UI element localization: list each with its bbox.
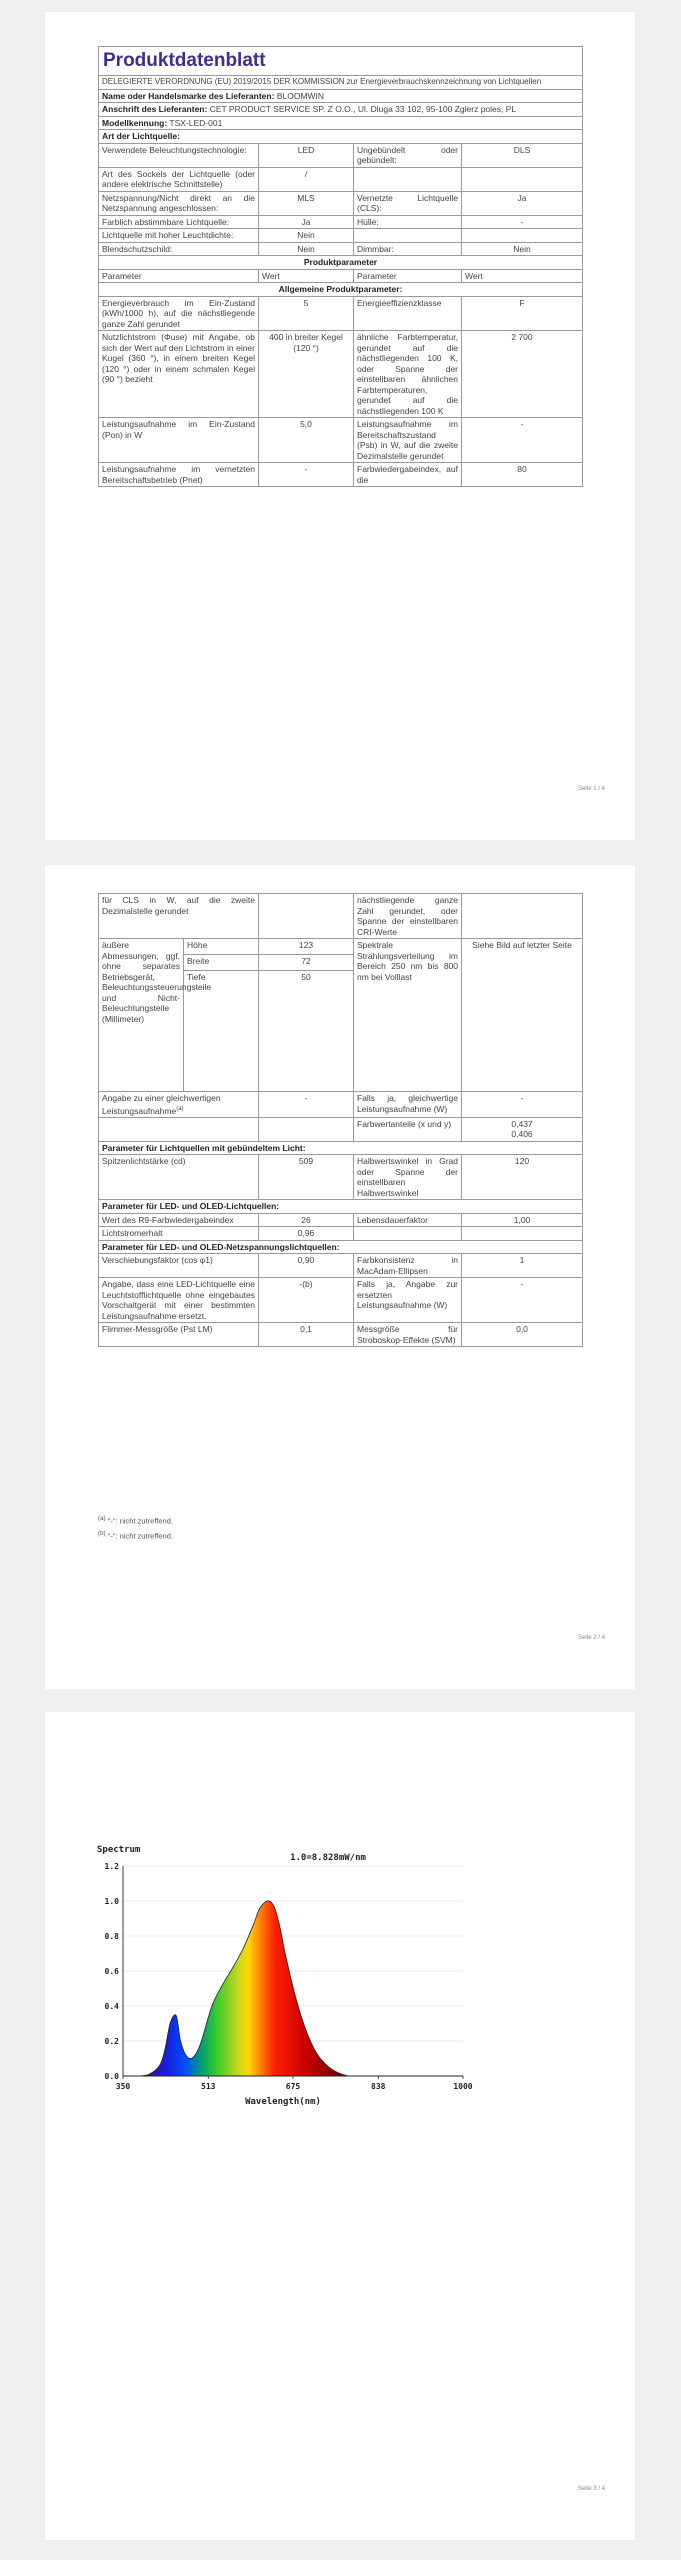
supplier-address: CET PRODUCT SERVICE SP. Z O.O., Ul. Dluga 33 102, 95-100 Zgierz poles, PL [209, 104, 517, 114]
supplier-address-label: Anschrift des Lieferanten: [102, 104, 208, 114]
page-2 [45, 865, 635, 1689]
x-tick-label: 675 [285, 2082, 301, 2091]
dimensions-label: äußere Abmessungen, ggf. ohne separates Betriebsgerät, Beleuchtungssteuerungsteile und Nicht-Beleuchtungsteile (Millimeter) [99, 939, 184, 1092]
table-row: Leistungsaufnahme im vernetzten Bereitschaftsbetrieb (Pnet) - Farbwiedergabeindex, auf die 80 [99, 463, 583, 487]
table-row: Spitzenlichtstärke (cd) 509 Halbwertswinkel in Grad oder Spanne der einstellbaren Halbwertswinkel 120 [99, 1155, 583, 1200]
x-tick-label: 513 [201, 2082, 216, 2091]
table-row: Leistungsaufnahme im Ein-Zustand (Pon) in W 5,0 Leistungsaufnahme im Bereitschaftszustand (Psb) in W, auf die zweite Dezimalstelle gerundet - [99, 418, 583, 463]
page-number: Seite 2 / 4 [577, 1635, 605, 1641]
table-row: Art des Sockels der Lichtquelle (oder andere elektrische Schnittstelle) / [99, 167, 583, 191]
page-title: Produktdatenblatt [99, 47, 583, 76]
footnotes [98, 1513, 173, 1542]
y-tick-label: 0.0 [104, 2072, 119, 2081]
table-row: Lichtquelle mit hoher Leuchtdichte: Nein [99, 229, 583, 243]
y-tick-label: 0.8 [104, 1932, 119, 1941]
spectral-label: Spektrale Strahlungsverteilung im Bereich 250 nm bis 800 nm bei Volllast [354, 939, 462, 1092]
footnote-b: $^{(b)}$ "-": nicht zutreffend. [98, 1529, 173, 1540]
model-label: Modellkennung: [102, 117, 168, 128]
led-params-heading: Parameter für LED- und OLED-Lichtquellen: [99, 1200, 583, 1214]
x-tick-label: 350 [115, 2082, 131, 2091]
table-row: Flimmer-Messgröße (Pst LM) 0,1 Messgröße für Stroboskop-Effekte (SVM) 0,0 [99, 1323, 583, 1347]
product-params-heading: Produktparameter [99, 256, 583, 270]
y-tick-label: 0.6 [104, 1967, 119, 1976]
table-row: Farblich abstimmbare Lichtquelle: Ja Hülle: - [99, 215, 583, 229]
page-3 [45, 1712, 635, 2540]
param-header-row: Parameter Wert Parameter Wert [99, 269, 583, 283]
x-axis-label: Wavelength(nm) [245, 2097, 321, 2107]
x-tick-label: 838 [371, 2082, 386, 2091]
dls-params-heading: Parameter für Lichtquellen mit gebündeltem Licht: [99, 1141, 583, 1155]
supplier-name-label: Name oder Handelsmarke des Lieferanten: [102, 90, 275, 101]
table-row: Wert des R9-Farbwiedergabeindex 26 Lebensdauerfaktor 1,00 [99, 1213, 583, 1227]
page-number: Seite 3 / 4 [577, 2486, 605, 2492]
lightsource-type-label: Art der Lichtquelle: [99, 130, 583, 144]
table-row: Blendschutzschild: Nein Dimmbar: Nein [99, 242, 583, 256]
table-row: Netzspannung/Nicht direkt an die Netzspannung angeschlossen: MLS Vernetzte Lichtquelle (CLS): Ja [99, 191, 583, 215]
table-row: Angabe, dass eine LED-Lichtquelle eine Leuchtstofflichtquelle ohne eingebautes Vorschaltgerät mit einer bestimmten Leistungsaufnahme ersetzt. -(b) Falls ja, Angabe zur ersetzten Leistungsaufnahme (W) - [99, 1278, 583, 1323]
spectral-value: Siehe Bild auf letzter Seite [462, 939, 583, 1092]
page-number: Seite 1 / 4 [577, 786, 605, 792]
spectrum-chart [93, 1838, 523, 2108]
spectrum-area [139, 1901, 348, 2076]
table-row: für CLS in W, auf die zweite Dezimalstelle gerundet nächstliegende ganze Zahl gerundet, oder Spanne der einstellbaren CRI-Werte [99, 894, 583, 939]
regulation-text: DELEGIERTE VERORDNUNG (EU) 2019/2015 DER KOMMISSION zur Energieverbrauchskennzeichnung von Lichtquellen [99, 76, 583, 90]
x-tick-label: 1000 [453, 2082, 473, 2091]
datasheet-table-2: für CLS in W, auf die zweite Dezimalstelle gerundet nächstliegende ganze Zahl gerundet, oder Spanne der einstellbaren CRI-Werte äußere Abmessungen, ggf. ohne separates Betriebsgerät, Beleuchtungssteuerungsteile und Nicht-Beleuchtungsteile (Millimeter) Höhe 123 Spektrale Strahlungsverteilung im Bereich 250 nm bis 800 nm bei Volllast Siehe Bild auf letzter Seite Breite 72 Tiefe 50 Angabe zu einer gleichwertigen Leistungsaufnahme$^{(a)}$ - Falls ja, gleichwertige Leistungsaufnahme (W) - Farbwertanteile (x und y) 0,437 0,406 Parameter für Lichtquellen mit gebündeltem Licht: Spitzenlichtstärke (cd) 509 Halbwertswinkel in Grad oder Spanne der einstellbaren Halbwertswinkel 120 Parameter für LED- und OLED-Lichtquellen: Wert des R9-Farbwiedergabeindex 26 Lebensdauerfaktor 1,00 Lichtstromerhalt 0,96 Parameter für LED- und OLED-Netzspannungslichtquellen: Verschiebungsfaktor (cos φ1) 0,90 Farbkonsistenz in MacAdam-Ellipsen 1 Angabe, dass eine LED-Lichtquelle eine Leuchtstofflichtquelle ohne eingebautes Vorschaltgerät mit einer bestimmten Leistungsaufnahme ersetzt. -(b) Falls ja, Angabe zur ersetzten Leistungsaufnahme (W) - Flimmer-Messgröße (Pst LM) 0,1 Messgröße für Stroboskop-Effekte (SVM) 0,0 [98, 893, 583, 1347]
table-row: Lichtstromerhalt 0,96 [99, 1227, 583, 1241]
general-params-heading: Allgemeine Produktparameter: [99, 283, 583, 297]
dimensions-row: äußere Abmessungen, ggf. ohne separates Betriebsgerät, Beleuchtungssteuerungsteile und Nicht-Beleuchtungsteile (Millimeter) Höhe 123 Spektrale Strahlungsverteilung im Bereich 250 nm bis 800 nm bei Volllast Siehe Bild auf letzter Seite [99, 939, 583, 955]
y-tick-label: 1.2 [104, 1862, 119, 1871]
datasheet-table-1 [98, 46, 583, 487]
model-id: TSX-LED-001 [169, 117, 223, 128]
spectrum-chart-svg [93, 1838, 523, 2108]
y-tick-label: 1.0 [104, 1897, 119, 1906]
table-row: Energieverbrauch im Ein-Zustand (kWh/1000 h), auf die nächstliegende ganze Zahl gerundet 5 Energieeffizienzklasse F [99, 296, 583, 331]
table-row: Angabe zu einer gleichwertigen Leistungsaufnahme$^{(a)}$ - Falls ja, gleichwertige Leistungsaufnahme (W) - [99, 1092, 583, 1118]
table-row: Verwendete Beleuchtungstechnologie: LED Ungebündelt oder gebündelt: DLS [99, 143, 583, 167]
chart-title: 1.0=8.828mW/nm [290, 1853, 366, 1863]
y-axis-label: Spectrum [97, 1845, 141, 1855]
mains-params-heading: Parameter für LED- und OLED-Netzspannungslichtquellen: [99, 1240, 583, 1254]
table-row: Nutzlichtstrom (Φuse) mit Angabe, ob sich der Wert auf den Lichtstrom in einer Kugel (360 °), in einem breiten Kegel (120 °) oder in einem schmalen Kegel (90 °) bezieht 400 in breiter Kegel (120 °) ähnliche Farbtemperatur, gerundet auf die nächstliegenden 100 K, oder Spanne der einstellbaren ähnlichen Farbtemperaturen, gerundet auf die nächstliegenden 100 K 2 700 [99, 331, 583, 418]
page-1 [45, 12, 635, 840]
supplier-name: BLOOMWIN [276, 90, 325, 101]
table-row: Verschiebungsfaktor (cos φ1) 0,90 Farbkonsistenz in MacAdam-Ellipsen 1 [99, 1254, 583, 1278]
table-row: Farbwertanteile (x und y) 0,437 0,406 [99, 1117, 583, 1141]
footnote-a: $^{(a)}$ "-": nicht zutreffend. [98, 1515, 173, 1526]
y-tick-label: 0.2 [104, 2037, 119, 2046]
y-tick-label: 0.4 [104, 2002, 119, 2011]
